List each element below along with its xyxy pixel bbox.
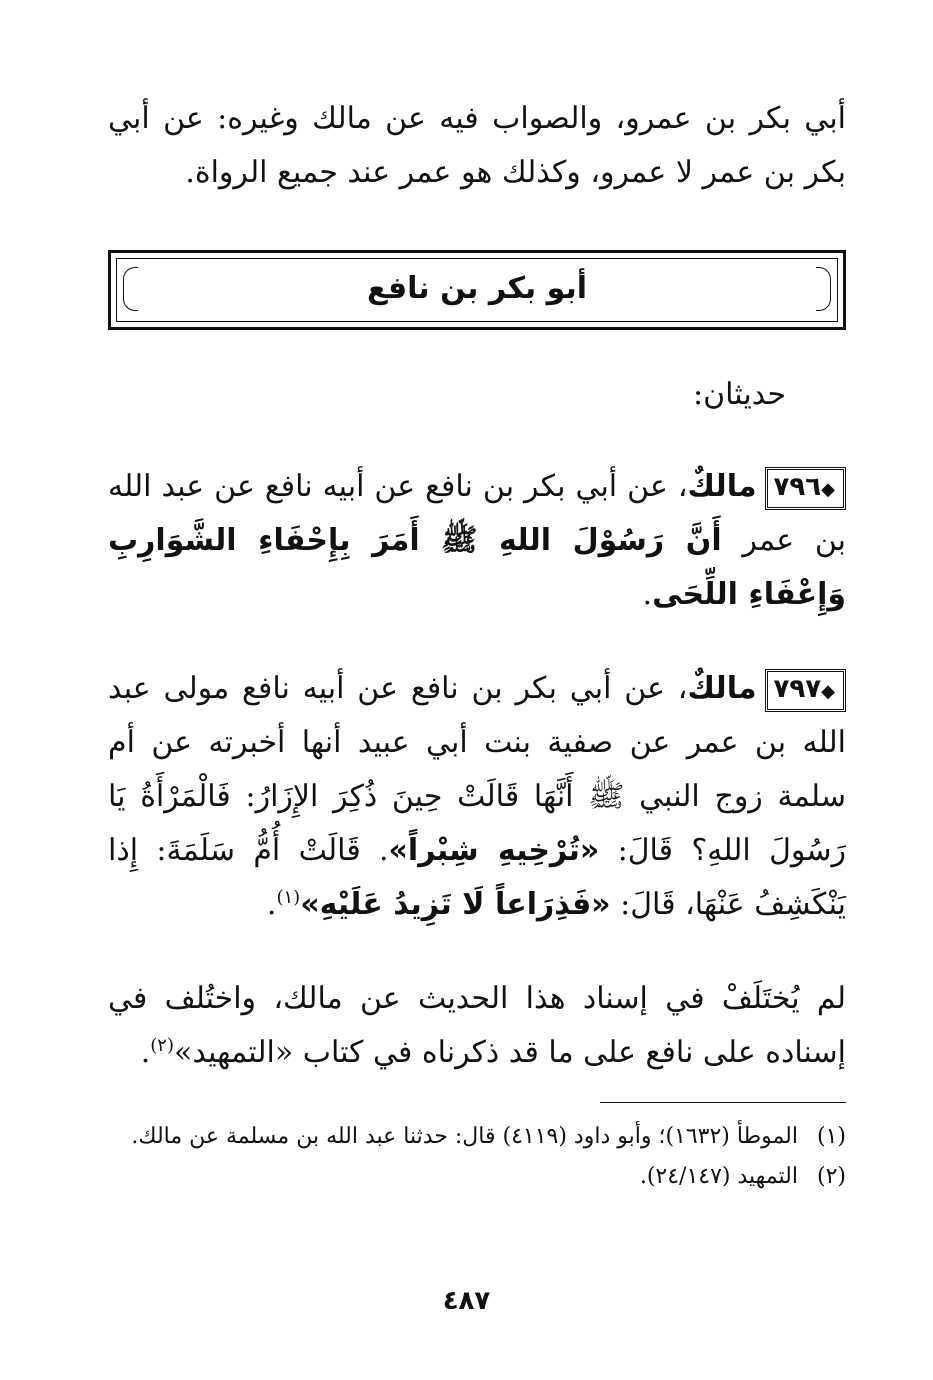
section-title: أبو بكر بن نافع xyxy=(367,271,587,306)
hadith-chain: ، عن أبي بكر بن نافع عن أبيه نافع مولى عبد الله بن عمر عن صفية بنت أبي عبيد أنها أخبرته عن أم سلمة زوج النبي ﷺ أَنَّهَا قَالَتْ حِينَ ذُكِرَ الإِزَارُ: فَالْمَرْأَةُ يَا رَسُولَ اللهِ؟ قَالَ: xyxy=(108,671,847,868)
hadith-796 xyxy=(108,460,846,622)
footnote-item xyxy=(108,1157,846,1197)
hadith-narrator: مالكٌ xyxy=(687,671,757,706)
hadith-end: . xyxy=(266,887,277,922)
hadith-number-badge xyxy=(765,467,846,510)
hadith-797 xyxy=(108,662,846,932)
commentary-end: . xyxy=(140,1035,151,1070)
footnote-text: التمهيد (٢٤/١٤٧). xyxy=(639,1164,798,1189)
footnote-number: (٢) xyxy=(816,1164,846,1189)
hadith-chain: ، عن أبي بكر بن نافع عن أبيه نافع عن عبد الله بن عمر xyxy=(108,469,847,558)
footnote-item xyxy=(108,1117,846,1157)
hadith-matn: أَنَّ رَسُوْلَ اللهِ ﷺ أَمَرَ بِإِحْفَاءِ الشَّوَارِبِ وَإِعْفَاءِ اللِّحَى xyxy=(108,523,846,612)
hadith-number: ٧٩٧ xyxy=(773,673,822,704)
hadith-quote-1: «تُرْخِيهِ شِبْراً» xyxy=(388,833,600,868)
hadith-count-label: حديثان: xyxy=(693,377,786,412)
footnote-ref[interactable]: (٢) xyxy=(150,1035,174,1056)
footnote-divider xyxy=(600,1102,846,1103)
commentary-text: لم يُختَلَفْ في إسناد هذا الحديث عن مالك، واختُلف في إسناده على نافع على ما قد ذكرناه في كتاب «التمهيد» xyxy=(108,981,846,1070)
page-number: ٤٨٧ xyxy=(442,1286,491,1316)
intro-paragraph: أبي بكر بن عمرو، والصواب فيه عن مالك وغيره: عن أبي بكر بن عمر لا عمرو، وكذلك هو عمر عند جميع الرواة. xyxy=(108,101,846,190)
hadith-number-badge xyxy=(765,669,846,712)
page-body xyxy=(108,92,846,1197)
diamond-icon: ◆ xyxy=(821,680,835,702)
section-title-frame xyxy=(108,250,846,330)
hadith-continuation: . قَالَتْ أُمُّ سَلَمَةَ: إِذا يَنْكَشِفُ عَنْهَا، قَالَ: xyxy=(108,833,846,922)
footnote-text: الموطأ (١٦٣٢)؛ وأبو داود (٤١١٩) قال: حدثنا عبد الله بن مسلمة عن مالك. xyxy=(131,1124,798,1149)
footnote-ref[interactable]: (١) xyxy=(276,887,301,908)
diamond-icon: ◆ xyxy=(821,478,835,500)
footnotes xyxy=(108,1117,846,1197)
hadith-end: . xyxy=(642,577,653,612)
hadith-number: ٧٩٦ xyxy=(773,471,822,502)
commentary-paragraph xyxy=(108,972,846,1080)
footnote-number: (١) xyxy=(816,1124,846,1149)
hadith-quote-2: «فَذِرَاعاً لَا تَزِيدُ عَلَيْهِ» xyxy=(300,887,611,922)
hadith-narrator: مالكٌ xyxy=(687,469,757,504)
